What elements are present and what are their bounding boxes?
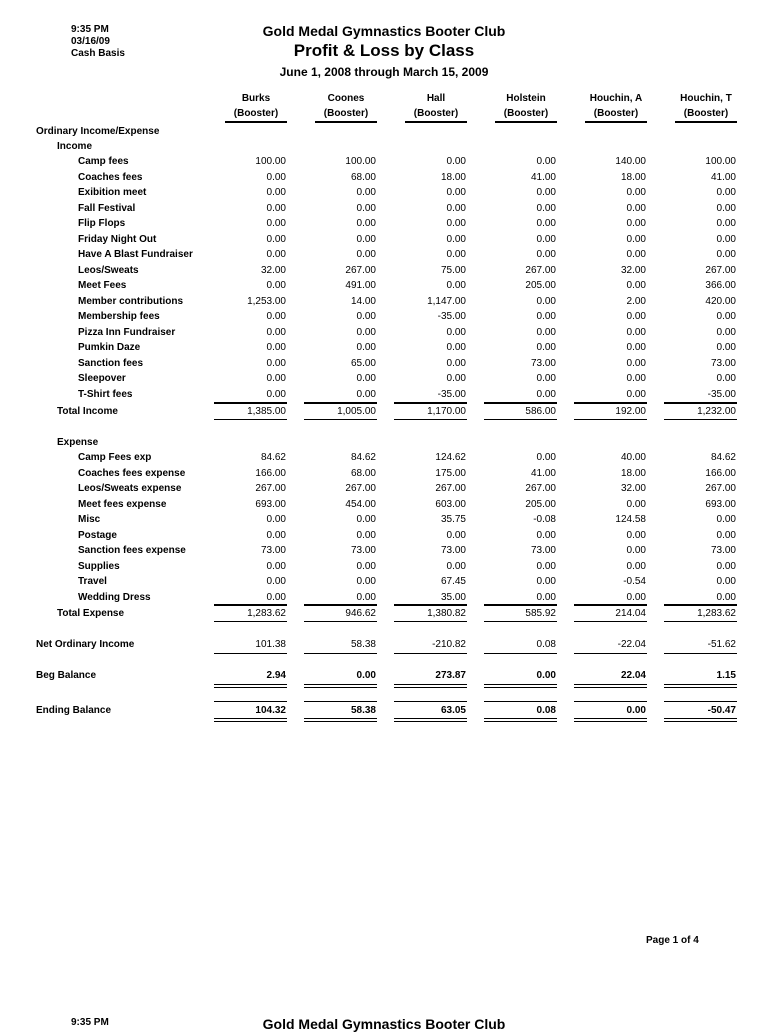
income-row-value: 1,253.00 bbox=[247, 295, 286, 307]
beg-balance-value: 22.04 bbox=[620, 670, 646, 681]
income-row-value: 0.00 bbox=[446, 280, 466, 291]
expense-row-value: 84.62 bbox=[710, 452, 736, 463]
total-income-value: 1,385.00 bbox=[247, 406, 286, 417]
beg-balance-value: 2.94 bbox=[266, 670, 286, 681]
total-rule bbox=[664, 419, 737, 420]
income-row-value: 0.00 bbox=[626, 202, 646, 214]
income-row-value: -35.00 bbox=[707, 388, 736, 400]
total-rule bbox=[574, 621, 647, 622]
income-row-value: 0.00 bbox=[536, 342, 556, 353]
expense-row-value: 0.00 bbox=[536, 560, 556, 572]
expense-row-value: 0.00 bbox=[266, 514, 286, 525]
section-expense: Expense bbox=[57, 437, 99, 448]
total-rule bbox=[214, 402, 287, 404]
expense-row-label: Camp Fees exp bbox=[78, 452, 152, 463]
total-rule bbox=[574, 419, 647, 420]
expense-row-value: 68.00 bbox=[350, 467, 376, 479]
income-row-value: 32.00 bbox=[260, 264, 286, 276]
total-income-value: 1,005.00 bbox=[337, 406, 376, 417]
income-row-value: 0.00 bbox=[356, 326, 376, 338]
expense-row-value: 0.00 bbox=[356, 560, 376, 572]
expense-row-value: 84.62 bbox=[260, 452, 286, 463]
income-row-label: Camp fees bbox=[78, 156, 129, 167]
income-row-value: 41.00 bbox=[530, 171, 556, 183]
net-ordinary-label: Net Ordinary Income bbox=[36, 639, 135, 650]
expense-row-value: 0.00 bbox=[716, 591, 736, 603]
income-row-label: Leos/Sweats bbox=[78, 264, 139, 276]
expense-row-value: 267.00 bbox=[525, 483, 556, 494]
total-income-label: Total Income bbox=[57, 406, 118, 417]
total-rule bbox=[664, 684, 737, 688]
expense-row-value: 73.00 bbox=[350, 545, 376, 556]
expense-row-label: Travel bbox=[78, 576, 107, 587]
income-row-value: 0.00 bbox=[266, 342, 286, 353]
income-row-value: 0.00 bbox=[446, 202, 466, 214]
total-rule bbox=[304, 653, 377, 654]
expense-row-value: 73.00 bbox=[710, 545, 736, 556]
total-rule bbox=[214, 419, 287, 420]
ending-balance-value: 104.32 bbox=[255, 705, 286, 716]
income-row-value: 0.00 bbox=[266, 357, 286, 369]
total-rule bbox=[664, 604, 737, 606]
income-row-value: 0.00 bbox=[356, 388, 376, 400]
total-income-value: 586.00 bbox=[525, 406, 556, 417]
total-rule bbox=[664, 718, 737, 722]
expense-row-value: 18.00 bbox=[620, 467, 646, 479]
income-row-value: 68.00 bbox=[350, 171, 376, 183]
income-row-value: 0.00 bbox=[356, 233, 376, 245]
column-class: (Booster) bbox=[585, 106, 647, 123]
income-row-value: 0.00 bbox=[626, 388, 646, 400]
expense-row-value: 0.00 bbox=[356, 591, 376, 603]
report-period: June 1, 2008 through March 15, 2009 bbox=[279, 65, 489, 79]
expense-row-value: 0.00 bbox=[356, 576, 376, 587]
report-time: 9:35 PM bbox=[71, 24, 109, 35]
expense-row-value: 166.00 bbox=[255, 467, 286, 479]
income-row-value: 491.00 bbox=[345, 280, 376, 291]
total-rule bbox=[574, 653, 647, 654]
total-rule bbox=[664, 653, 737, 654]
income-row-value: -35.00 bbox=[437, 311, 466, 322]
income-row-value: 205.00 bbox=[525, 280, 556, 291]
income-row-label: Coaches fees bbox=[78, 171, 143, 183]
expense-row-value: 0.00 bbox=[266, 591, 286, 603]
expense-row-value: 0.00 bbox=[716, 514, 736, 525]
column-class: (Booster) bbox=[225, 106, 287, 123]
ending-balance-value: 0.00 bbox=[626, 705, 646, 716]
income-row-value: 0.00 bbox=[446, 156, 466, 167]
expense-row-value: 73.00 bbox=[530, 545, 556, 556]
net-ordinary-value: -22.04 bbox=[617, 639, 646, 650]
expense-row-label: Coaches fees expense bbox=[78, 467, 186, 479]
expense-row-value: 124.58 bbox=[615, 514, 646, 525]
total-rule bbox=[394, 653, 467, 654]
income-row-value: 0.00 bbox=[446, 373, 466, 384]
expense-row-value: 0.00 bbox=[266, 529, 286, 541]
income-row-value: 18.00 bbox=[440, 171, 466, 183]
income-row-label: Meet Fees bbox=[78, 280, 127, 291]
income-row-label: Sleepover bbox=[78, 373, 126, 384]
income-row-value: 0.00 bbox=[266, 171, 286, 183]
expense-row-value: 84.62 bbox=[350, 452, 376, 463]
column-header bbox=[585, 91, 647, 123]
income-row-value: 0.00 bbox=[446, 218, 466, 229]
ending-balance-value: 0.08 bbox=[536, 705, 556, 716]
total-rule bbox=[394, 621, 467, 622]
column-name: Coones bbox=[327, 93, 365, 104]
expense-row-value: 0.00 bbox=[266, 576, 286, 587]
income-row-value: 0.00 bbox=[536, 249, 556, 260]
total-rule bbox=[484, 701, 557, 702]
total-rule bbox=[304, 604, 377, 606]
income-row-label: Friday Night Out bbox=[78, 233, 157, 245]
beg-balance-value: 273.87 bbox=[435, 670, 466, 681]
income-row-value: 0.00 bbox=[446, 233, 466, 245]
expense-row-value: -0.08 bbox=[533, 514, 556, 525]
income-row-value: 0.00 bbox=[446, 357, 466, 369]
total-rule bbox=[394, 604, 467, 606]
income-row-value: 65.00 bbox=[350, 357, 376, 369]
expense-row-label: Wedding Dress bbox=[78, 591, 151, 603]
expense-row-label: Postage bbox=[78, 529, 117, 541]
expense-row-value: -0.54 bbox=[623, 576, 646, 587]
expense-row-label: Leos/Sweats expense bbox=[78, 483, 182, 494]
expense-row-value: 124.62 bbox=[435, 452, 466, 463]
beg-balance-value: 0.00 bbox=[536, 670, 556, 681]
expense-row-value: 166.00 bbox=[705, 467, 736, 479]
income-row-value: 0.00 bbox=[716, 187, 736, 198]
ending-balance-value: 58.38 bbox=[350, 705, 376, 716]
total-rule bbox=[574, 402, 647, 404]
income-row-value: 0.00 bbox=[536, 388, 556, 400]
total-rule bbox=[664, 621, 737, 622]
expense-row-value: 267.00 bbox=[435, 483, 466, 494]
expense-row-value: 454.00 bbox=[345, 498, 376, 510]
income-row-value: 100.00 bbox=[705, 156, 736, 167]
report-basis: Cash Basis bbox=[71, 48, 125, 59]
income-row-value: 0.00 bbox=[356, 311, 376, 322]
income-row-value: 0.00 bbox=[626, 280, 646, 291]
income-row-value: 0.00 bbox=[626, 326, 646, 338]
expense-row-value: 41.00 bbox=[530, 467, 556, 479]
income-row-label: Pizza Inn Fundraiser bbox=[78, 326, 176, 338]
income-row-value: 73.00 bbox=[530, 357, 556, 369]
income-row-value: 0.00 bbox=[716, 249, 736, 260]
total-expense-label: Total Expense bbox=[57, 608, 125, 619]
column-name: Holstein bbox=[506, 93, 546, 104]
column-name: Houchin, A bbox=[589, 93, 643, 104]
income-row-label: Fall Festival bbox=[78, 202, 136, 214]
income-row-value: 267.00 bbox=[345, 264, 376, 276]
income-row-value: 0.00 bbox=[356, 218, 376, 229]
expense-row-value: 0.00 bbox=[536, 529, 556, 541]
income-row-value: 0.00 bbox=[536, 202, 556, 214]
total-rule bbox=[664, 402, 737, 404]
income-row-value: 0.00 bbox=[626, 218, 646, 229]
expense-row-label: Sanction fees expense bbox=[78, 545, 186, 556]
expense-row-value: 67.45 bbox=[440, 576, 466, 587]
beg-balance-label: Beg Balance bbox=[36, 670, 97, 681]
column-header bbox=[495, 91, 557, 123]
section-income: Income bbox=[57, 141, 93, 152]
income-row-value: 0.00 bbox=[266, 280, 286, 291]
income-row-value: 0.00 bbox=[356, 342, 376, 353]
total-rule bbox=[394, 402, 467, 404]
income-row-value: 0.00 bbox=[266, 326, 286, 338]
total-income-value: 192.00 bbox=[615, 406, 646, 417]
total-rule bbox=[574, 684, 647, 688]
total-rule bbox=[214, 718, 287, 722]
expense-row-value: 175.00 bbox=[435, 467, 466, 479]
total-rule bbox=[214, 701, 287, 702]
expense-row-value: 73.00 bbox=[260, 545, 286, 556]
expense-row-label: Meet fees expense bbox=[78, 498, 167, 510]
total-income-value: 1,232.00 bbox=[697, 406, 736, 417]
total-rule bbox=[394, 701, 467, 702]
expense-row-value: 0.00 bbox=[716, 560, 736, 572]
income-row-value: 0.00 bbox=[266, 218, 286, 229]
total-rule bbox=[664, 701, 737, 702]
ending-balance-label: Ending Balance bbox=[36, 705, 112, 716]
income-row-value: 267.00 bbox=[525, 264, 556, 276]
expense-row-value: 205.00 bbox=[525, 498, 556, 510]
income-row-value: 0.00 bbox=[626, 311, 646, 322]
income-row-value: 0.00 bbox=[716, 311, 736, 322]
income-row-value: 0.00 bbox=[536, 295, 556, 307]
expense-row-value: 267.00 bbox=[345, 483, 376, 494]
income-row-value: 0.00 bbox=[266, 233, 286, 245]
expense-row-value: 40.00 bbox=[620, 452, 646, 463]
total-rule bbox=[214, 604, 287, 606]
expense-row-value: 0.00 bbox=[626, 591, 646, 603]
total-rule bbox=[304, 718, 377, 722]
column-name: Houchin, T bbox=[680, 93, 732, 104]
income-row-value: 14.00 bbox=[350, 295, 376, 307]
income-row-value: 0.00 bbox=[716, 233, 736, 245]
income-row-value: 32.00 bbox=[620, 264, 646, 276]
total-rule bbox=[214, 621, 287, 622]
income-row-value: 140.00 bbox=[615, 156, 646, 167]
expense-row-value: 693.00 bbox=[255, 498, 286, 510]
income-row-value: 0.00 bbox=[716, 326, 736, 338]
expense-row-value: 0.00 bbox=[446, 529, 466, 541]
total-expense-value: 214.04 bbox=[615, 608, 646, 619]
income-row-value: 0.00 bbox=[626, 357, 646, 369]
total-rule bbox=[574, 718, 647, 722]
expense-row-value: 603.00 bbox=[435, 498, 466, 510]
expense-row-value: 0.00 bbox=[626, 545, 646, 556]
income-row-value: 366.00 bbox=[705, 280, 736, 291]
income-row-label: Membership fees bbox=[78, 311, 160, 322]
column-name: Burks bbox=[241, 93, 271, 104]
income-row-value: 0.00 bbox=[536, 326, 556, 338]
expense-row-value: 0.00 bbox=[266, 560, 286, 572]
income-row-value: 100.00 bbox=[345, 156, 376, 167]
income-row-value: 0.00 bbox=[266, 249, 286, 260]
expense-row-value: 0.00 bbox=[356, 529, 376, 541]
income-row-value: 18.00 bbox=[620, 171, 646, 183]
total-rule bbox=[484, 684, 557, 688]
income-row-value: 0.00 bbox=[266, 187, 286, 198]
income-row-value: 267.00 bbox=[705, 264, 736, 276]
income-row-value: 0.00 bbox=[356, 202, 376, 214]
column-header bbox=[405, 91, 467, 123]
total-rule bbox=[304, 402, 377, 404]
report-date: 03/16/09 bbox=[71, 36, 110, 47]
total-rule bbox=[574, 604, 647, 606]
expense-row-value: 693.00 bbox=[705, 498, 736, 510]
expense-row-value: 0.00 bbox=[536, 452, 556, 463]
expense-row-value: 0.00 bbox=[536, 576, 556, 587]
total-expense-value: 946.62 bbox=[345, 608, 376, 619]
total-rule bbox=[574, 701, 647, 702]
total-rule bbox=[484, 653, 557, 654]
total-rule bbox=[304, 419, 377, 420]
income-row-value: 0.00 bbox=[716, 373, 736, 384]
column-header bbox=[315, 91, 377, 123]
income-row-value: 100.00 bbox=[255, 156, 286, 167]
net-ordinary-value: 58.38 bbox=[350, 639, 376, 650]
income-row-label: T-Shirt fees bbox=[78, 388, 133, 400]
total-rule bbox=[304, 684, 377, 688]
income-row-value: 0.00 bbox=[626, 373, 646, 384]
total-income-value: 1,170.00 bbox=[427, 406, 466, 417]
income-row-value: 41.00 bbox=[710, 171, 736, 183]
column-header bbox=[225, 91, 287, 123]
total-rule bbox=[484, 402, 557, 404]
income-row-value: 0.00 bbox=[626, 187, 646, 198]
income-row-value: 0.00 bbox=[716, 218, 736, 229]
net-ordinary-value: -210.82 bbox=[432, 639, 466, 650]
ending-balance-value: 63.05 bbox=[440, 705, 466, 716]
expense-row-value: 0.00 bbox=[716, 529, 736, 541]
expense-row-value: 73.00 bbox=[440, 545, 466, 556]
income-row-label: Sanction fees bbox=[78, 357, 144, 369]
section-ordinary: Ordinary Income/Expense bbox=[36, 126, 160, 137]
total-expense-value: 1,283.62 bbox=[247, 608, 286, 619]
column-class: (Booster) bbox=[315, 106, 377, 123]
income-row-label: Flip Flops bbox=[78, 218, 126, 229]
net-ordinary-value: -51.62 bbox=[707, 639, 736, 650]
income-row-value: 0.00 bbox=[626, 342, 646, 353]
total-rule bbox=[394, 718, 467, 722]
income-row-value: -35.00 bbox=[437, 388, 466, 400]
income-row-label: Member contributions bbox=[78, 295, 184, 307]
income-row-value: 0.00 bbox=[626, 249, 646, 260]
income-row-label: Pumkin Daze bbox=[78, 342, 141, 353]
income-row-value: 0.00 bbox=[266, 311, 286, 322]
expense-row-value: 0.00 bbox=[626, 498, 646, 510]
income-row-value: 0.00 bbox=[266, 388, 286, 400]
income-row-value: 2.00 bbox=[626, 295, 646, 307]
total-rule bbox=[394, 684, 467, 688]
income-row-value: 0.00 bbox=[356, 373, 376, 384]
income-row-value: 0.00 bbox=[716, 202, 736, 214]
expense-row-value: 32.00 bbox=[620, 483, 646, 494]
company-name: Gold Medal Gymnastics Booter Club bbox=[262, 23, 506, 39]
income-row-value: 0.00 bbox=[536, 218, 556, 229]
net-ordinary-value: 0.08 bbox=[536, 639, 556, 650]
total-rule bbox=[394, 419, 467, 420]
income-row-value: 0.00 bbox=[446, 326, 466, 338]
income-row-value: 0.00 bbox=[626, 233, 646, 245]
expense-row-value: 35.75 bbox=[440, 514, 466, 525]
income-row-value: 420.00 bbox=[705, 295, 736, 307]
total-rule bbox=[304, 701, 377, 702]
income-row-value: 0.00 bbox=[446, 342, 466, 353]
expense-row-label: Supplies bbox=[78, 560, 120, 572]
income-row-value: 0.00 bbox=[446, 187, 466, 198]
next-page-time: 9:35 PM bbox=[71, 1017, 109, 1028]
expense-row-value: 0.00 bbox=[626, 560, 646, 572]
expense-row-value: 267.00 bbox=[255, 483, 286, 494]
income-row-value: 0.00 bbox=[536, 233, 556, 245]
expense-row-value: 267.00 bbox=[705, 483, 736, 494]
beg-balance-value: 1.15 bbox=[716, 670, 736, 681]
expense-row-value: 35.00 bbox=[440, 591, 466, 603]
income-row-value: 0.00 bbox=[536, 311, 556, 322]
income-row-value: 0.00 bbox=[266, 373, 286, 384]
expense-row-value: 0.00 bbox=[356, 514, 376, 525]
expense-row-value: 0.00 bbox=[536, 591, 556, 603]
income-row-value: 0.00 bbox=[536, 373, 556, 384]
column-class: (Booster) bbox=[405, 106, 467, 123]
ending-balance-value: -50.47 bbox=[707, 705, 736, 716]
income-row-value: 0.00 bbox=[716, 342, 736, 353]
column-class: (Booster) bbox=[675, 106, 737, 123]
total-rule bbox=[304, 621, 377, 622]
expense-row-value: 0.00 bbox=[716, 576, 736, 587]
income-row-value: 0.00 bbox=[536, 156, 556, 167]
income-row-label: Exibition meet bbox=[78, 187, 147, 198]
beg-balance-value: 0.00 bbox=[356, 670, 376, 681]
total-expense-value: 1,380.82 bbox=[427, 608, 466, 619]
total-expense-value: 1,283.62 bbox=[697, 608, 736, 619]
net-ordinary-value: 101.38 bbox=[255, 639, 286, 650]
income-row-value: 0.00 bbox=[266, 202, 286, 214]
total-expense-value: 585.92 bbox=[525, 608, 556, 619]
total-rule bbox=[214, 684, 287, 688]
income-row-label: Have A Blast Fundraiser bbox=[78, 249, 193, 260]
income-row-value: 0.00 bbox=[536, 187, 556, 198]
total-rule bbox=[214, 653, 287, 654]
income-row-value: 1,147.00 bbox=[427, 295, 466, 307]
expense-row-value: 0.00 bbox=[446, 560, 466, 572]
income-row-value: 0.00 bbox=[356, 249, 376, 260]
income-row-value: 0.00 bbox=[356, 187, 376, 198]
total-rule bbox=[484, 621, 557, 622]
total-rule bbox=[484, 604, 557, 606]
next-page-company: Gold Medal Gymnastics Booter Club bbox=[262, 1016, 506, 1032]
page-number: Page 1 of 4 bbox=[646, 935, 699, 946]
expense-row-label: Misc bbox=[78, 514, 101, 525]
income-row-value: 75.00 bbox=[440, 264, 466, 276]
expense-row-value: 0.00 bbox=[626, 529, 646, 541]
total-rule bbox=[484, 419, 557, 420]
income-row-value: 73.00 bbox=[710, 357, 736, 369]
income-row-value: 0.00 bbox=[446, 249, 466, 260]
column-class: (Booster) bbox=[495, 106, 557, 123]
report-title: Profit & Loss by Class bbox=[293, 41, 475, 60]
column-header bbox=[675, 91, 737, 123]
total-rule bbox=[484, 718, 557, 722]
column-name: Hall bbox=[426, 93, 446, 104]
